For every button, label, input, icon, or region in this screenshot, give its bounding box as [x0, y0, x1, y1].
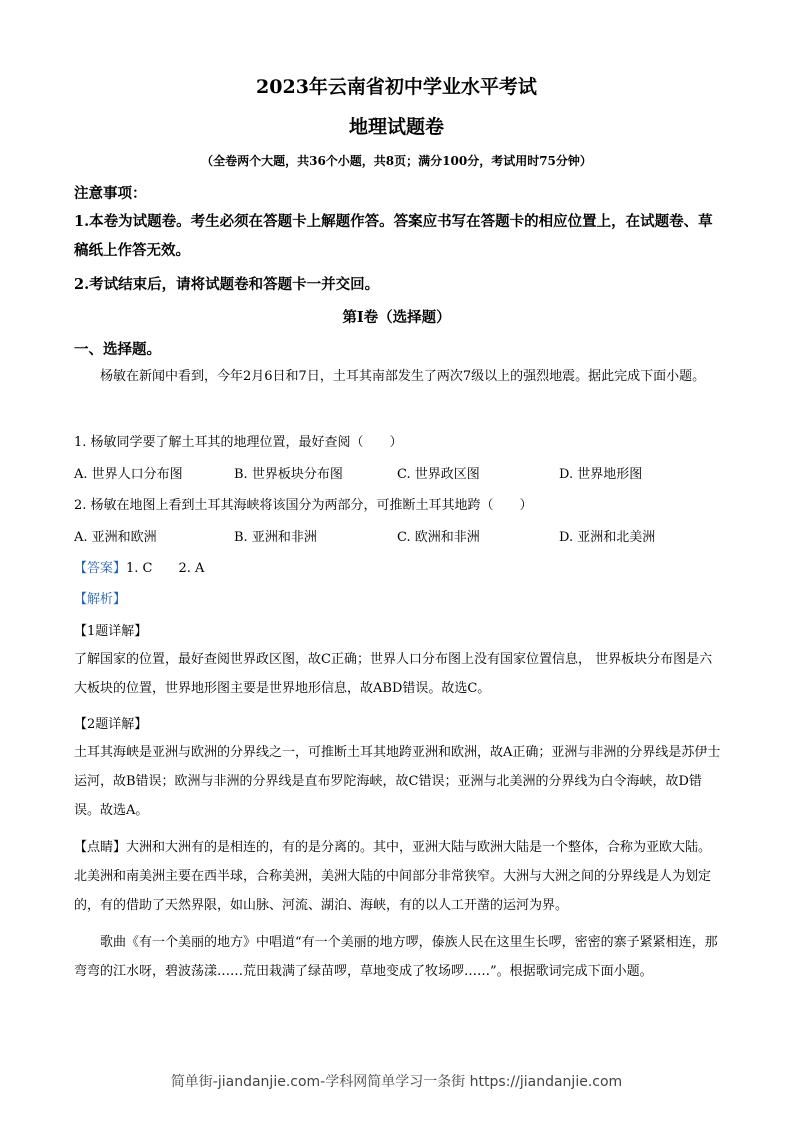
- question-1-option-c: C. 世界政区图: [397, 467, 480, 482]
- tip-tag: 【点睛】: [74, 840, 127, 855]
- notice-item-1: 1.本卷为试题卷。考生必须在答题卡上解题作答。答案应书写在答题卡的相应位置上，在试题卷、草稿纸上作答无效。: [74, 213, 713, 259]
- passage-1: 杨敏在新闻中看到，今年2月6日和7日，土耳其南部发生了两次7级以上的强烈地震。据此完成下面小题。: [100, 369, 706, 384]
- detail-1-heading: 【1题详解】: [74, 624, 148, 639]
- question-1-stem: 1. 杨敏同学要了解土耳其的地理位置，最好查阅（ ）: [74, 435, 403, 450]
- notice-heading: 注意事项：: [74, 185, 147, 202]
- answer-1: 1. C: [126, 561, 153, 576]
- footer-watermark: 简单街-jiandanjie.com-学科网简单学习一条街 https://jiandanjie.com: [170, 1074, 623, 1090]
- volume-heading: 第Ⅰ卷（选择题）: [342, 309, 451, 326]
- question-2-option-b: B. 亚洲和非洲: [234, 530, 317, 545]
- notice-item-2: 2.考试结束后，请将试题卷和答题卡一并交回。: [74, 276, 380, 293]
- question-2-option-d: D. 亚洲和北美洲: [559, 530, 656, 545]
- question-2-option-a: A. 亚洲和欧洲: [74, 530, 157, 545]
- analysis-tag: 【解析】: [74, 592, 127, 607]
- tip-paragraph: [74, 833, 722, 920]
- tip-text: 大洲和大洲有的是相连的，有的是分离的。其中，亚洲大陆与欧洲大陆是一个整体，合称为亚欧大陆。北美洲和南美洲主要在西半球，合称美洲，美洲大陆的中间部分非常狭窄。大洲与大洲之间的分界线是人为划定的，有的借助了天然界限，如山脉、河流、湖泊、海峡，有的以人工开凿的运河为界。: [74, 840, 712, 913]
- answer-line: [74, 557, 204, 576]
- section-heading: 一、选择题。: [74, 341, 161, 358]
- paper-subtitle: 地理试题卷: [348, 116, 444, 138]
- answer-2: 2. A: [178, 561, 205, 576]
- answer-tag: 【答案】: [74, 561, 127, 576]
- detail-2-heading: 【2题详解】: [74, 717, 148, 732]
- passage-2: 歌曲《有一个美丽的地方》中唱道“有一个美丽的地方啰，傣族人民在这里生长啰，密密的寨子紧紧相连，那弯弯的江水呀，碧波荡漾……荒田栽满了绿苗啰，草地变成了牧场啰……”。根据歌词完成下面小题。: [74, 935, 718, 979]
- question-2-option-c: C. 欧洲和非洲: [397, 530, 480, 545]
- exam-info: （全卷两个大题，共36个小题，共8页；满分100分，考试用时75分钟）: [201, 154, 592, 168]
- question-1-option-d: D. 世界地形图: [559, 467, 643, 482]
- question-1-option-a: A. 世界人口分布图: [74, 467, 183, 482]
- question-1-option-b: B. 世界板块分布图: [234, 467, 343, 482]
- question-2-stem: 2. 杨敏在地图上看到土耳其海峡将该国分为两部分，可推断土耳其地跨（ ）: [74, 498, 533, 513]
- detail-2-text: 土耳其海峡是亚洲与欧洲的分界线之一，可推断土耳其地跨亚洲和欧洲，故A正确；亚洲与非洲的分界线是苏伊士运河，故B错误；欧洲与非洲的分界线是直布罗陀海峡，故C错误；亚洲与北美洲的分界线为白令海峡，故D错误。故选A。: [74, 745, 721, 818]
- exam-title: 2023年云南省初中学业水平考试: [256, 76, 537, 98]
- detail-1-text: 了解国家的位置，最好查阅世界政区图，故C正确；世界人口分布图上没有国家位置信息， 世界板块分布图是六大板块的位置，世界地形图主要是世界地形信息，故ABD错误。故选C。: [74, 652, 713, 696]
